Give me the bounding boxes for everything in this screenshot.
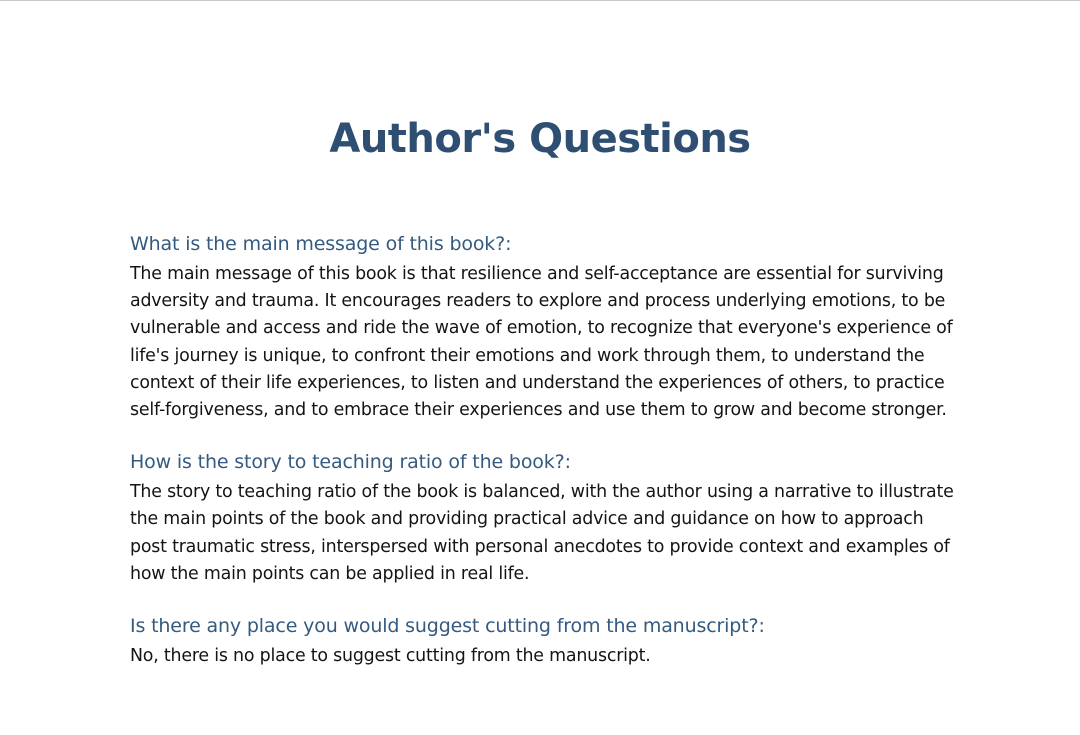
qa-section-cutting-suggestion	[130, 611, 960, 670]
qa-section-main-message	[130, 229, 960, 424]
answer-text: No, there is no place to suggest cutting from the manuscript.	[130, 646, 651, 667]
question-heading: Is there any place you would suggest cutting from the manuscript?:	[130, 615, 765, 638]
question-heading: How is the story to teaching ratio of the book?:	[130, 451, 571, 474]
qa-section-story-ratio	[130, 447, 960, 588]
answer-text: The story to teaching ratio of the book is balanced, with the author using a narrative to illustrate the main points of the book and providing practical advice and guidance on how to approach post traumatic stress, interspersed with personal anecdotes to provide context and examples of how the main points can be applied in real life.	[130, 482, 954, 584]
page-title: Author's Questions	[329, 116, 751, 162]
question-heading: What is the main message of this book?:	[130, 233, 512, 255]
answer-text: The main message of this book is that resilience and self-acceptance are essential for surviving adversity and trauma. It encourages readers to explore and process underlying emotions, to be vulnerable and access and ride the wave of emotion, to recognize that everyone's experience of life's journey is unique, to confront their emotions and work through them, to understand the context of their life experiences, to listen and understand the experiences of others, to practice self-forgiveness, and to embrace their experiences and use them to grow and become stronger.	[130, 264, 953, 421]
qa-list	[130, 229, 960, 670]
